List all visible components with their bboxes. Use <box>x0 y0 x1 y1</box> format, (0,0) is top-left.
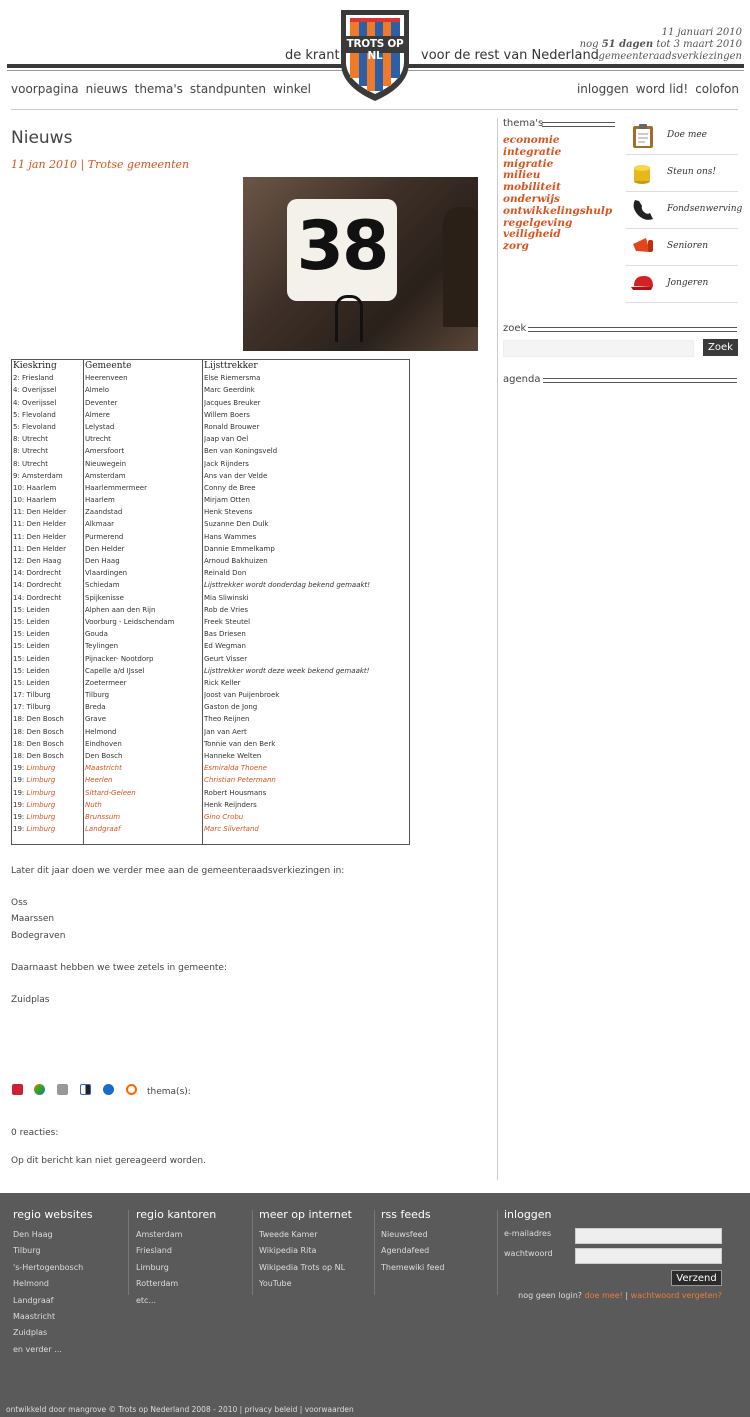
table-cell: Else Riemersma <box>204 374 261 383</box>
table-cell: Den Bosch <box>85 752 123 760</box>
tagline-left: de krant <box>285 48 340 63</box>
table-cell: Lijsttrekker wordt deze week bekend gemaakt! <box>204 666 370 675</box>
theme-zorg[interactable]: zorg <box>503 240 529 253</box>
tagline-right: voor de rest van Nederland <box>421 48 599 63</box>
table-cell: Heerenveen <box>85 374 128 383</box>
themes-heading: thema's <box>503 118 544 129</box>
nav-standpunten[interactable]: standpunten <box>189 82 266 96</box>
table-cell: Nuth <box>85 800 102 809</box>
footer-link[interactable]: Wikipedia Rita <box>259 1246 317 1256</box>
promo-steun-ons[interactable] <box>626 155 738 192</box>
footer <box>0 1193 750 1417</box>
coins-icon <box>630 160 656 186</box>
nav-colofon[interactable]: colofon <box>695 82 739 96</box>
footer-link[interactable]: Agendafeed <box>381 1246 430 1256</box>
table-cell: Arnoud Bakhuizen <box>204 557 268 565</box>
table-cell: 14: Dordrecht <box>13 593 62 602</box>
table-cell: Ronald Brouwer <box>204 422 260 431</box>
countdown-line: nog 51 dagen tot 3 maart 2010 <box>579 39 742 50</box>
themes-list <box>503 135 612 253</box>
table-cell: Hans Wammes <box>204 532 257 541</box>
table-cell: 11: Den Helder <box>13 508 66 517</box>
paragraph-seats: Daarnaast hebben we twee zetels in gemeente: <box>11 963 228 973</box>
article-photo <box>243 177 478 351</box>
share-delicious-icon[interactable] <box>80 1084 91 1095</box>
table-cell: 15: Leiden <box>13 605 50 614</box>
email-label: e-mailadres <box>504 1229 552 1238</box>
table-cell: Jaap van Oel <box>204 435 249 444</box>
table-cell: Freek Steutel <box>204 617 251 626</box>
countdown-days: 51 dagen <box>601 39 654 50</box>
nav-themas[interactable]: thema's <box>134 82 183 96</box>
table-cell: Tilburg <box>85 691 110 700</box>
footer-link[interactable]: Limburg <box>136 1262 169 1272</box>
footer-separator <box>252 1210 253 1295</box>
article-subtitle[interactable]: 11 jan 2010 | Trotse gemeenten <box>11 158 190 171</box>
column-gemeente <box>85 360 201 835</box>
table-cell: Vlaardingen <box>85 569 128 578</box>
table-cell: Deventer <box>85 398 118 407</box>
table-cell: Lijsttrekker wordt donderdag bekend gemaakt! <box>204 581 371 590</box>
table-cell: Jan van Aert <box>204 727 247 736</box>
footer-heading: regio kantoren <box>136 1208 217 1221</box>
table-cell: Amersfoort <box>85 447 125 456</box>
main-nav <box>11 82 318 96</box>
footer-link[interactable]: Friesland <box>136 1246 172 1256</box>
share-digg-icon[interactable] <box>57 1084 68 1095</box>
agenda-heading-rule <box>543 378 737 383</box>
share-stumble-icon[interactable] <box>126 1084 137 1095</box>
table-cell: Hanneke Welten <box>204 752 262 760</box>
footer-link[interactable]: Rotterdam <box>136 1279 179 1289</box>
table-cell: Haarlem <box>85 496 115 505</box>
footer-link[interactable]: Tilburg <box>13 1246 41 1256</box>
table-cell: Amsterdam <box>85 471 126 480</box>
table-cell: Almelo <box>85 386 110 395</box>
promo-fondsenwerving[interactable] <box>626 192 743 229</box>
page-title: Nieuws <box>11 128 73 148</box>
table-cell: 18: Den Bosch <box>13 752 64 760</box>
table-cell: Haarlemmermeer <box>85 483 147 492</box>
nav-voorpagina[interactable]: voorpagina <box>11 82 79 96</box>
table-cell: Purmerend <box>85 532 124 541</box>
table-cell: Den Haag <box>85 557 120 565</box>
table-cell: Geurt Visser <box>204 654 248 663</box>
search-heading: zoek <box>503 323 527 334</box>
footer-link[interactable]: etc... <box>136 1295 157 1305</box>
footer-regio-kantoren <box>136 1208 216 1309</box>
town-bodegraven: Bodegraven <box>11 931 66 941</box>
table-cell: Pijnacker- Nootdorp <box>85 654 154 663</box>
account-nav <box>577 82 746 96</box>
table-cell: 14: Dordrecht <box>13 581 62 590</box>
table-cell: Jack Rijnders <box>204 459 249 468</box>
table-cell: Eindhoven <box>85 739 122 748</box>
share-hyves-icon[interactable] <box>12 1084 23 1095</box>
footer-link[interactable]: Zuidplas <box>13 1328 48 1338</box>
table-cell: 10: Haarlem <box>13 496 57 505</box>
table-cell: 15: Leiden <box>13 617 50 626</box>
table-cell: Bas Driesen <box>204 630 246 639</box>
table-cell: Tonnie van den Berk <box>204 739 276 748</box>
join-link[interactable]: doe mee! <box>584 1291 623 1300</box>
footer-link[interactable]: Nieuwsfeed <box>381 1230 428 1239</box>
table-cell: Ben van Koningsveld <box>204 447 278 456</box>
footer-copyright: ontwikkeld door mangrove © Trots op Nederland 2008 - 2010 | privacy beleid | voorwaarden <box>6 1405 354 1414</box>
table-header: Gemeente <box>85 361 132 371</box>
table-header: Kieskring <box>13 361 57 371</box>
table-cell: 10: Haarlem <box>13 483 57 492</box>
table-cell: 8: Utrecht <box>13 447 48 456</box>
cap-icon <box>630 271 656 297</box>
table-cell: 11: Den Helder <box>13 544 66 553</box>
table-cell: Zoetermeer <box>85 678 127 687</box>
theme-integratie[interactable]: integratie <box>503 145 562 158</box>
photo-stand <box>335 295 363 342</box>
table-cell: 2: Friesland <box>13 374 54 383</box>
election-name: gemeenteraadsverkiezingen <box>598 51 742 62</box>
table-cell: Den Helder <box>85 544 125 553</box>
town-maarssen: Maarssen <box>11 914 55 924</box>
table-cell: Spijkenisse <box>85 593 124 602</box>
email-field[interactable] <box>575 1228 722 1244</box>
table-cell: Willem Boers <box>204 410 250 419</box>
table-cell: 9: Amsterdam <box>13 471 63 480</box>
logo-text: TROTS OP NL <box>346 38 404 62</box>
footer-link[interactable]: YouTube <box>259 1279 292 1289</box>
paragraph-intro: Later dit jaar doen we verder mee aan de gemeenteraadsverkiezingen in: <box>11 866 345 876</box>
footer-heading: regio websites <box>13 1208 93 1221</box>
themes-heading-rule <box>542 122 615 127</box>
footer-rss-feeds <box>381 1208 445 1276</box>
table-cell: Gaston de Jong <box>204 703 258 712</box>
footer-link[interactable]: 's-Hertogenbosch <box>13 1262 84 1272</box>
table-cell: 18: Den Bosch <box>13 727 64 736</box>
footer-login <box>504 1208 552 1221</box>
table-cell: Helmond <box>85 727 117 736</box>
search-input[interactable] <box>503 340 694 357</box>
theme-onderwijs[interactable]: onderwijs <box>503 192 560 205</box>
theme-milieu[interactable]: milieu <box>503 169 541 182</box>
sidebar-divider <box>497 118 498 1180</box>
footer-separator <box>128 1210 129 1295</box>
table-cell: 4: Overijssel <box>13 386 57 395</box>
table-cell: 19: Limburg <box>13 800 56 809</box>
table-cell: 17: Tilburg <box>13 691 51 700</box>
nav-winkel[interactable]: winkel <box>272 82 311 96</box>
photo-figure <box>443 207 478 327</box>
table-cell: Theo Reijnen <box>204 715 250 724</box>
login-help-separator: | <box>625 1291 629 1300</box>
table-cell: 15: Leiden <box>13 630 50 639</box>
password-label: wachtwoord <box>504 1249 553 1258</box>
password-field[interactable] <box>575 1248 722 1264</box>
table-cell: Esmiralda Thoene <box>204 764 267 773</box>
table-cell: Joost van Puijenbroek <box>204 691 280 700</box>
share-netlog-icon[interactable] <box>34 1084 45 1095</box>
footer-link[interactable]: Amsterdam <box>136 1230 183 1239</box>
table-cell: Jacques Breuker <box>204 398 261 407</box>
theme-regelgeving[interactable]: regelgeving <box>503 216 573 229</box>
table-cell: 19: Limburg <box>13 776 56 785</box>
table-cell: Gouda <box>85 630 108 639</box>
table-cell: 12: Den Haag <box>13 557 62 565</box>
theme-migratie[interactable]: migratie <box>503 157 554 170</box>
clipboard-icon <box>630 123 656 149</box>
footer-link[interactable]: en verder ... <box>13 1344 62 1354</box>
footer-meer-op-internet <box>259 1208 352 1293</box>
table-cell: Ans van der Velde <box>204 471 268 480</box>
table-cell: Schiedam <box>85 581 120 590</box>
nav-nieuws[interactable]: nieuws <box>85 82 128 96</box>
table-cell: 18: Den Bosch <box>13 715 64 724</box>
search-button[interactable]: Zoek <box>703 339 738 356</box>
column-lijsttrekker <box>204 360 409 835</box>
promo-label: Fondsenwerving <box>667 204 743 214</box>
table-cell: Heerlen <box>85 776 113 785</box>
table-cell: 8: Utrecht <box>13 435 48 444</box>
table-cell: 18: Den Bosch <box>13 739 64 748</box>
table-cell: 5: Flevoland <box>13 410 56 419</box>
footer-regio-websites <box>13 1208 93 1358</box>
footer-heading: rss feeds <box>381 1208 431 1221</box>
footer-link[interactable]: Den Haag <box>13 1230 53 1239</box>
table-divider <box>83 360 84 844</box>
promo-label: Doe mee <box>667 130 708 140</box>
telephone-icon <box>630 197 656 223</box>
nav-divider <box>11 109 738 110</box>
table-cell: Conny de Bree <box>204 483 256 492</box>
footer-separator <box>497 1210 498 1295</box>
table-cell: Robert Housmans <box>204 788 267 797</box>
login-help <box>518 1291 722 1300</box>
table-header: Lijsttrekker <box>204 361 258 371</box>
table-cell: Gino Crobu <box>204 812 244 821</box>
table-cell: 8: Utrecht <box>13 459 48 468</box>
candidates-table <box>11 359 410 845</box>
comments-closed: Op dit bericht kan niet gereageerd worden. <box>11 1156 206 1166</box>
table-cell: Henk Reijnders <box>204 800 257 809</box>
table-cell: 19: Limburg <box>13 825 56 834</box>
table-cell: Teylingen <box>85 642 119 651</box>
table-cell: 19: Limburg <box>13 788 56 797</box>
table-cell: Capelle a/d IJssel <box>85 666 145 675</box>
forgot-password-link[interactable]: wachtwoord vergeten? <box>630 1291 722 1300</box>
table-cell: 14: Dordrecht <box>13 569 62 578</box>
table-cell: Marc Silvertand <box>204 825 259 834</box>
table-cell: Lelystad <box>85 422 115 431</box>
table-cell: 5: Flevoland <box>13 422 56 431</box>
table-cell: Sittard-Geleen <box>85 788 136 797</box>
share-ie-icon[interactable] <box>103 1084 114 1095</box>
table-cell: Henk Stevens <box>204 508 253 517</box>
theme-mobiliteit[interactable]: mobiliteit <box>503 181 561 194</box>
current-date: 11 januari 2010 <box>661 27 742 38</box>
table-cell: 15: Leiden <box>13 642 50 651</box>
footer-link[interactable]: Themewiki feed <box>381 1262 445 1272</box>
table-cell: Zaandstad <box>85 508 123 517</box>
table-cell: Mia Sliwinski <box>204 593 249 602</box>
table-divider <box>202 360 203 844</box>
theme-economie[interactable]: economie <box>503 134 560 146</box>
table-cell: Landgraaf <box>85 825 121 834</box>
footer-link[interactable]: Landgraaf <box>13 1295 54 1305</box>
town-oss: Oss <box>11 898 28 908</box>
theme-veiligheid[interactable]: veiligheid <box>503 228 561 241</box>
table-cell: 15: Leiden <box>13 678 50 687</box>
table-cell: 11: Den Helder <box>13 520 66 529</box>
megaphone-icon <box>630 234 656 260</box>
footer-link[interactable]: Maastricht <box>13 1312 56 1322</box>
table-cell: Ed Wegman <box>204 642 246 651</box>
promo-label: Steun ons! <box>667 167 717 177</box>
promo-doe-mee[interactable] <box>626 118 738 155</box>
footer-heading: meer op internet <box>259 1208 352 1221</box>
table-cell: Voorburg - Leidschendam <box>85 617 175 626</box>
footer-heading: inloggen <box>504 1208 552 1221</box>
table-cell: 19: Limburg <box>13 764 56 773</box>
table-cell: Christian Petermann <box>204 776 276 785</box>
table-cell: Mirjam Otten <box>204 496 250 505</box>
table-cell: Almere <box>85 410 110 419</box>
theme-ontwikkelingshulp[interactable]: ontwikkelingshulp <box>503 204 613 217</box>
table-cell: 17: Tilburg <box>13 703 51 712</box>
footer-separator <box>374 1210 375 1295</box>
footer-link[interactable]: Tweede Kamer <box>259 1230 318 1239</box>
table-cell: Alphen aan den Rijn <box>85 605 156 614</box>
table-cell: Grave <box>85 715 107 724</box>
table-cell: Rob de Vries <box>204 605 249 614</box>
table-cell: 4: Overijssel <box>13 398 57 407</box>
table-cell: Nieuwegein <box>85 459 127 468</box>
table-cell: 15: Leiden <box>13 654 50 663</box>
town-zuidplas: Zuidplas <box>11 995 50 1005</box>
footer-link[interactable]: Wikipedia Trots op NL <box>259 1262 346 1272</box>
table-cell: 19: Limburg <box>13 812 56 821</box>
login-submit-button[interactable]: Verzend <box>671 1270 722 1286</box>
table-cell: Brunssum <box>85 812 121 821</box>
search-heading-rule <box>528 327 737 332</box>
table-cell: Alkmaar <box>85 520 115 529</box>
table-cell: Breda <box>85 703 106 712</box>
logo[interactable] <box>336 8 414 103</box>
table-cell: 11: Den Helder <box>13 532 66 541</box>
table-cell: Marc Geerdink <box>204 386 255 395</box>
photo-number: 38 <box>296 207 388 286</box>
election-countdown <box>580 27 742 63</box>
footer-link[interactable]: Helmond <box>13 1279 49 1289</box>
column-kieskring <box>13 360 82 835</box>
promo-label: Senioren <box>667 241 709 251</box>
agenda-heading: agenda <box>503 374 541 385</box>
table-cell: Suzanne Den Dulk <box>204 520 269 529</box>
table-cell: 15: Leiden <box>13 666 50 675</box>
themes-label: thema(s): <box>147 1087 191 1097</box>
promo-senioren[interactable] <box>626 229 738 266</box>
table-cell: Rick Keller <box>204 678 241 687</box>
promo-jongeren[interactable] <box>626 266 738 303</box>
table-cell: Dannie Emmelkamp <box>204 544 275 553</box>
reactions-count: 0 reacties: <box>11 1128 59 1138</box>
nav-word-lid[interactable]: word lid! <box>635 82 689 96</box>
table-cell: Reinald Don <box>204 569 247 578</box>
promo-label: Jongeren <box>667 278 709 288</box>
table-cell: Utrecht <box>85 435 111 444</box>
no-login-text: nog geen login? <box>518 1291 583 1300</box>
nav-inloggen[interactable]: inloggen <box>576 82 629 96</box>
table-cell: Maastricht <box>85 764 122 773</box>
